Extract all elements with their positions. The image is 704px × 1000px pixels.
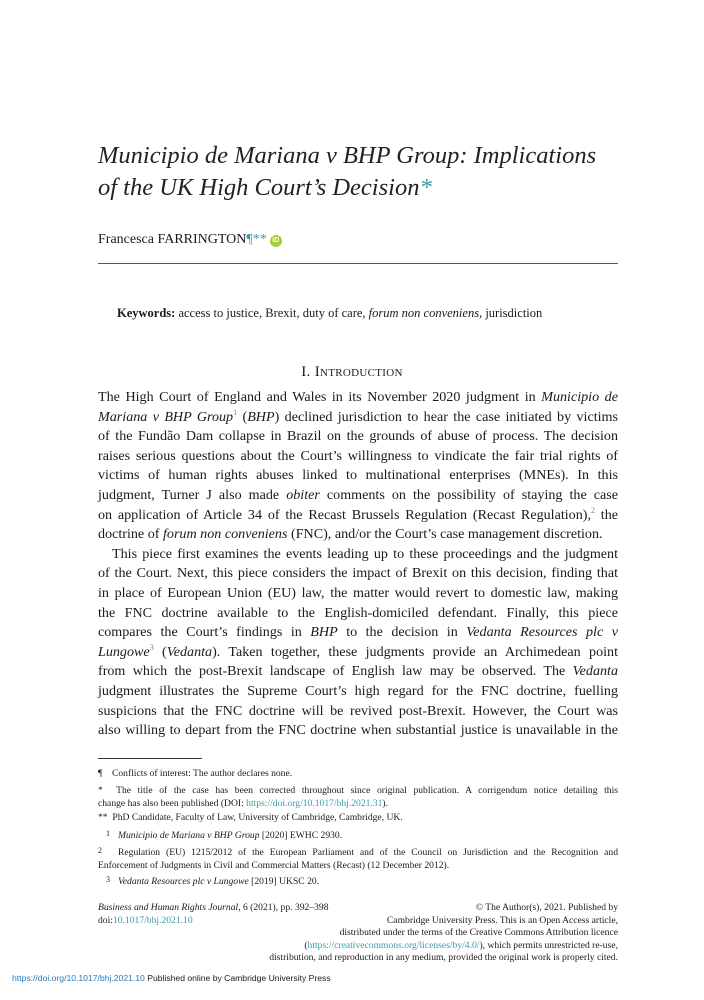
title-footnote-marker[interactable]: * — [419, 174, 432, 201]
footnote-3: 3 Vedanta Resources plc v Lungowe [2019] UKSC 20. — [106, 875, 320, 887]
footnote-rule — [98, 758, 202, 759]
article-doi-link[interactable]: 10.1017/bhj.2021.10 — [112, 914, 193, 926]
body-line: suspicions that the FNC doctrine will be revived post-Brexit. However, the Court was — [98, 702, 618, 719]
author-marker-pilcrow[interactable]: ¶ — [246, 232, 253, 247]
author-line — [98, 232, 282, 248]
footnote-ref-3[interactable]: 3 — [149, 642, 154, 652]
body-line: Lungowe$^3$ (Vedanta). Taken together, these judgments provide an Archimedean point — [98, 642, 618, 660]
license-notice: © The Author(s), 2021. Published by Cambridge University Press. This is an Open Access article, distributed under the terms of the Creative Commons Attribution licence (https://creativecommons.org/licenses/by/4.0/), which permits unrestricted re-use, distribution, and reproduction in any medium, provided the original work is properly cited. — [269, 902, 618, 964]
body-line: victims of human rights abuses linked to multinational enterprises (MNEs). In this — [98, 467, 618, 484]
title-line-1: Municipio de Mariana v BHP Group: Implications — [98, 142, 597, 169]
orcid-icon[interactable]: iD — [270, 235, 282, 247]
body-line: The High Court of England and Wales in its November 2020 judgment in Municipio de — [98, 389, 618, 405]
journal-citation: Business and Human Rights Journal, 6 (2021), pp. 392–398 doi:10.1017/bhj.2021.10 — [98, 902, 329, 926]
section-number: I. — [301, 364, 311, 380]
title-divider — [98, 263, 618, 264]
body-line: Mariana v BHP Group$^1$ (BHP) declined jurisdiction to hear the case initiated by victims — [98, 407, 618, 425]
author-name: Francesca FARRINGTON — [98, 232, 247, 247]
footnote-ref-1[interactable]: 1 — [233, 407, 238, 417]
body-line: This piece first examines the events leading up to these proceedings and the judgment — [112, 545, 618, 562]
body-line: doctrine of forum non conveniens (FNC), and/or the Court’s case management discretion. — [98, 526, 603, 543]
body-line: the FNC doctrine available to the English-domiciled defendant. Finally, this piece — [98, 604, 618, 621]
footer-doi-link[interactable]: https://doi.org/10.1017/bhj.2021.10 — [12, 973, 145, 983]
footnote-1: 1 Municipio de Mariana v BHP Group [2020] EWHC 2930. — [106, 829, 343, 841]
keywords-text-1: access to justice, Brexit, duty of care, — [178, 306, 366, 320]
body-line: also willing to depart from the FNC doctrine when substantial justice is unavailable in the — [98, 722, 618, 739]
section-title-first: I — [314, 364, 320, 380]
author-marker-double-star[interactable]: ** — [252, 232, 267, 247]
body-line: of the Fundão Dam collapse in Brazil on the grounds of abuse of process. The decision — [98, 428, 618, 445]
footer-published: Published online by Cambridge University Press — [147, 973, 331, 983]
title-line-2: of the UK High Court’s Decision — [98, 174, 420, 201]
keywords-label: Keywords: — [117, 306, 176, 320]
body-line: in place of European Union (EU) law, the matter would revert to domestic law, making — [98, 584, 618, 601]
body-line: judgment illustrates the Supreme Court’s high regard for the FNC doctrine, fuelling — [98, 682, 618, 699]
article-title — [98, 140, 638, 204]
keywords — [117, 306, 542, 321]
corrigendum-doi-link[interactable]: https://doi.org/10.1017/bhj.2021.31 — [246, 798, 383, 810]
page-footer — [12, 973, 331, 983]
body-line: from which the post-Brexit landscape of English law may be observed. The Vedanta — [98, 663, 619, 680]
keywords-text-2: , jurisdiction — [479, 306, 543, 320]
body-line: compares the Court’s findings in BHP to the decision in Vedanta Resources plc v — [98, 624, 618, 641]
footnote-author-affiliation: ** PhD Candidate, Faculty of Law, University of Cambridge, Cambridge, UK. — [98, 812, 403, 823]
section-title-rest: ntroduction — [319, 364, 403, 380]
footnote-2: 2 Regulation (EU) 1215/2012 of the European Parliament and of the Council on Jurisdiction and the Recognition and Enforcement of Judgments in Civil and Commercial Matters (Recast) (12 December 2012). — [98, 846, 618, 872]
footnote-title-correction: * The title of the case has been corrected throughout since original publication. A corrigendum notice detailing this change has also been published (DOI: https://doi.org/10.1017/bhj.2021.31). — [98, 785, 618, 810]
license-link[interactable]: https://creativecommons.org/licenses/by/4.0/ — [307, 939, 480, 951]
body-line: on application of Article 34 of the Recast Brussels Regulation (Recast Regulation),$^2$ the — [98, 505, 618, 523]
footnote-ref-2[interactable]: 2 — [590, 505, 595, 515]
body-text — [98, 388, 618, 741]
footnote-conflict: ¶ Conflicts of interest: The author declares none. — [98, 768, 293, 779]
keywords-text-italic: forum non conveniens — [368, 306, 480, 320]
body-line: of the Court. Next, this piece considers the impact of Brexit on this decision, finding that — [98, 565, 618, 582]
body-line: raises serious questions about the Court’s willingness to vindicate the fair trial rights of — [98, 447, 618, 464]
body-line: judgment, Turner J also made obiter comments on the possibility of staying the case — [98, 486, 618, 503]
section-heading — [0, 364, 704, 381]
